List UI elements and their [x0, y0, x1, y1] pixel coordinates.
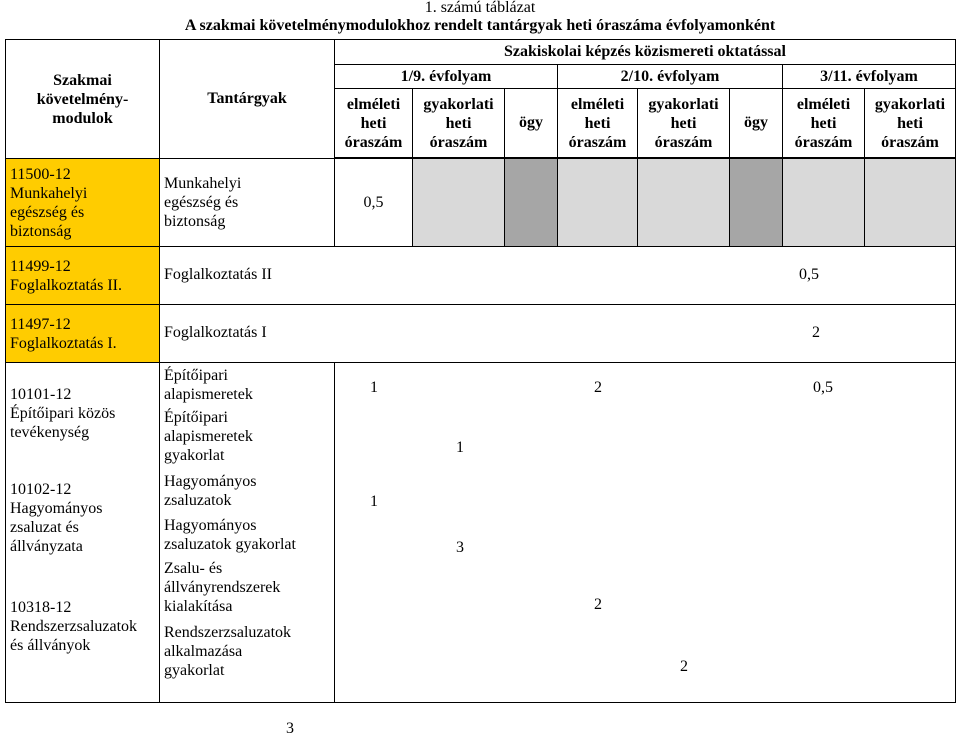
subject-hagyomanyos-gyakorlat: Hagyományos zsaluzatok gyakorlat [164, 517, 296, 553]
value-cell: 0,5 [335, 159, 413, 247]
merged-row-foglalkoztatas-2 [160, 247, 956, 305]
subject-epitoipari-alapismeretek: Építőipari alapismeretek [164, 367, 253, 403]
module-11500-12: 11500-12 Munkahelyi egészség és biztonság [6, 159, 160, 247]
subject-munkahelyi: Munkahelyi egészség és biztonság [160, 159, 335, 247]
subheader-elmeleti-3: elméleti heti óraszám [783, 89, 865, 158]
subject-block [160, 363, 335, 703]
empty-cell [413, 159, 505, 247]
table-title: A szakmai követelménymodulokhoz rendelt tantárgyak heti óraszáma évfolyamonként [184, 17, 776, 34]
value-cell: 0,5 [813, 379, 833, 396]
ogy-cell [730, 159, 783, 247]
module-11497-12: 11497-12 Foglalkoztatás I. [6, 305, 160, 363]
subheader-elmeleti-1: elméleti heti óraszám [335, 89, 413, 158]
value-cell: 2 [812, 324, 820, 341]
subject-foglalkoztatas-2: Foglalkoztatás II [164, 266, 272, 283]
subject-rendszerzsaluzatok-gyakorlat: Rendszerzsaluzatok alkalmazása gyakorlat [164, 624, 292, 679]
value-cell: 1 [456, 439, 464, 456]
module-11499-12: 11499-12 Foglalkoztatás II. [6, 247, 160, 305]
subheader-gyakorlati-2: gyakorlati heti óraszám [638, 89, 730, 158]
merged-row-foglalkoztatas-1 [160, 305, 956, 363]
subject-zsalu-allvanyrendszerek: Zsalu- és állványrendszerek kialakítása [164, 560, 281, 615]
page-number: 3 [286, 720, 294, 737]
value-cell: 3 [456, 539, 464, 556]
subject-hagyomanyos-zsaluzatok: Hagyományos zsaluzatok [164, 473, 257, 509]
value-cell: 1 [370, 379, 378, 396]
module-block [6, 363, 160, 703]
values-block [335, 363, 956, 703]
subheader-gyakorlati-3: gyakorlati heti óraszám [865, 89, 956, 158]
value-cell: 2 [594, 379, 602, 396]
module-10102-12: 10102-12 Hagyományos zsaluzat és állványzata [10, 481, 103, 555]
empty-cell [638, 159, 730, 247]
value-cell: 1 [370, 493, 378, 510]
subjects-header: Tantárgyak [160, 40, 335, 159]
module-10101-12: 10101-12 Építőipari közös tevékenység [10, 386, 116, 441]
year-header-1: 1/9. évfolyam [335, 65, 558, 89]
value-cell: 0,5 [799, 266, 819, 283]
module-10318-12: 10318-12 Rendszerzsaluzatok és állványok [10, 599, 138, 654]
table-caption: 1. számú táblázat [424, 0, 536, 16]
section-header: Szakiskolai képzés közismereti oktatással [335, 40, 956, 65]
year-header-3: 3/11. évfolyam [783, 65, 956, 89]
value-cell: 2 [594, 596, 602, 613]
subject-foglalkoztatas-1: Foglalkoztatás I [164, 324, 267, 341]
ogy-cell [505, 159, 558, 247]
subheader-ogy-1: ögy [505, 89, 558, 158]
year-header-2: 2/10. évfolyam [558, 65, 783, 89]
curriculum-table [5, 39, 956, 703]
empty-cell [865, 159, 956, 247]
modules-header: Szakmai követelmény- modulok [6, 40, 160, 159]
empty-cell [783, 159, 865, 247]
empty-cell [558, 159, 638, 247]
subheader-elmeleti-2: elméleti heti óraszám [558, 89, 638, 158]
subheader-gyakorlati-1: gyakorlati heti óraszám [413, 89, 505, 158]
value-cell: 2 [680, 658, 688, 675]
subject-epitoipari-gyakorlat: Építőipari alapismeretek gyakorlat [164, 409, 253, 464]
subheader-ogy-2: ögy [730, 89, 783, 158]
